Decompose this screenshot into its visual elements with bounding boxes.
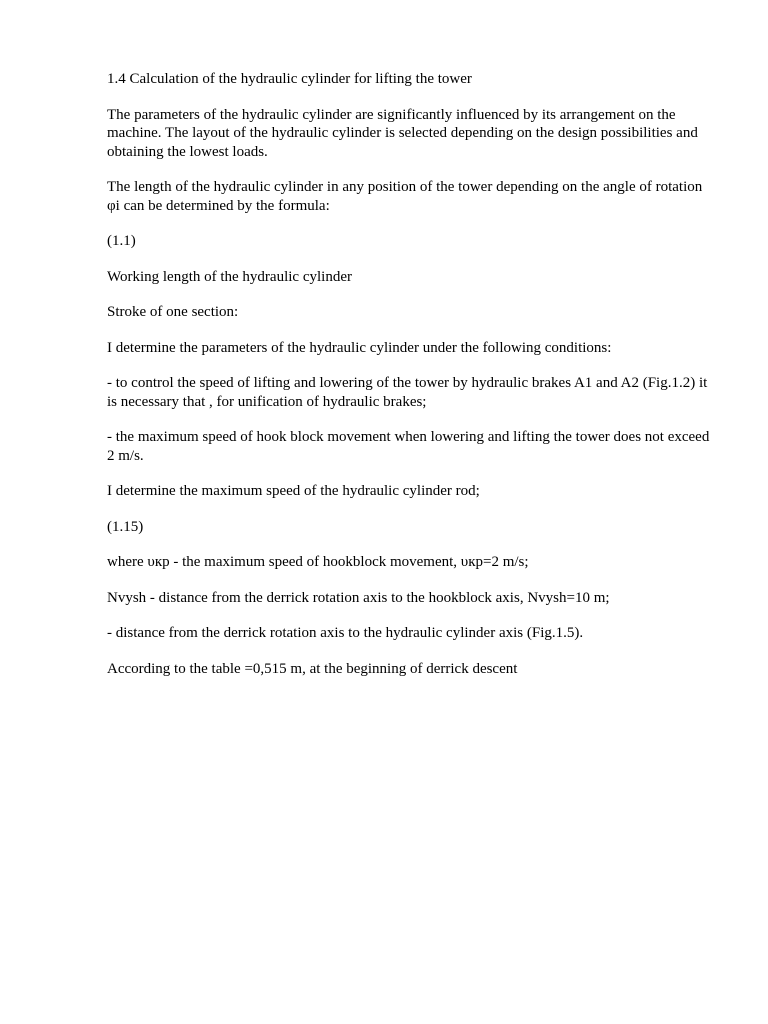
paragraph-rod-speed: I determine the maximum speed of the hydraulic cylinder rod; bbox=[107, 483, 480, 499]
paragraph-length-formula-intro: The length of the hydraulic cylinder in any position of the tower depending on the angle of rotation φi can be determined by the formula: bbox=[107, 179, 703, 214]
paragraph-where-speed: where υкр - the maximum speed of hookblock movement, υкр=2 m/s; bbox=[107, 554, 529, 570]
paragraph-table-value: According to the table =0,515 m, at the beginning of derrick descent bbox=[107, 660, 518, 677]
document-page bbox=[107, 70, 717, 695]
paragraph-conditions-intro: I determine the parameters of the hydraulic cylinder under the following conditions: bbox=[107, 339, 612, 356]
paragraph-nvysh: Nvysh - distance from the derrick rotation axis to the hookblock axis, Nvysh=10 m; bbox=[107, 589, 610, 606]
equation-number-1-15: (1.15) bbox=[107, 518, 144, 535]
paragraph-cylinder-parameters: The parameters of the hydraulic cylinder are significantly influenced by its arrangement on the machine. The layout of the hydraulic cylinder is selected depending on the design possibilities and obtaining the lowest loads. bbox=[107, 106, 698, 160]
paragraph-stroke: Stroke of one section: bbox=[107, 304, 239, 320]
section-heading: 1.4 Calculation of the hydraulic cylinder for lifting the tower bbox=[107, 71, 472, 87]
equation-number-1-1: (1.1) bbox=[107, 233, 136, 249]
paragraph-cylinder-axis-distance: - distance from the derrick rotation axis to the hydraulic cylinder axis (Fig.1.5). bbox=[107, 625, 584, 641]
list-item-max-speed: - the maximum speed of hook block movement when lowering and lifting the tower does not exceed 2 m/s. bbox=[107, 429, 710, 464]
list-item-speed-control: - to control the speed of lifting and lowering of the tower by hydraulic brakes A1 and A2 (Fig.1.2) it is necessary that , for unification of hydraulic brakes; bbox=[107, 375, 708, 410]
paragraph-working-length: Working length of the hydraulic cylinder bbox=[107, 268, 352, 285]
